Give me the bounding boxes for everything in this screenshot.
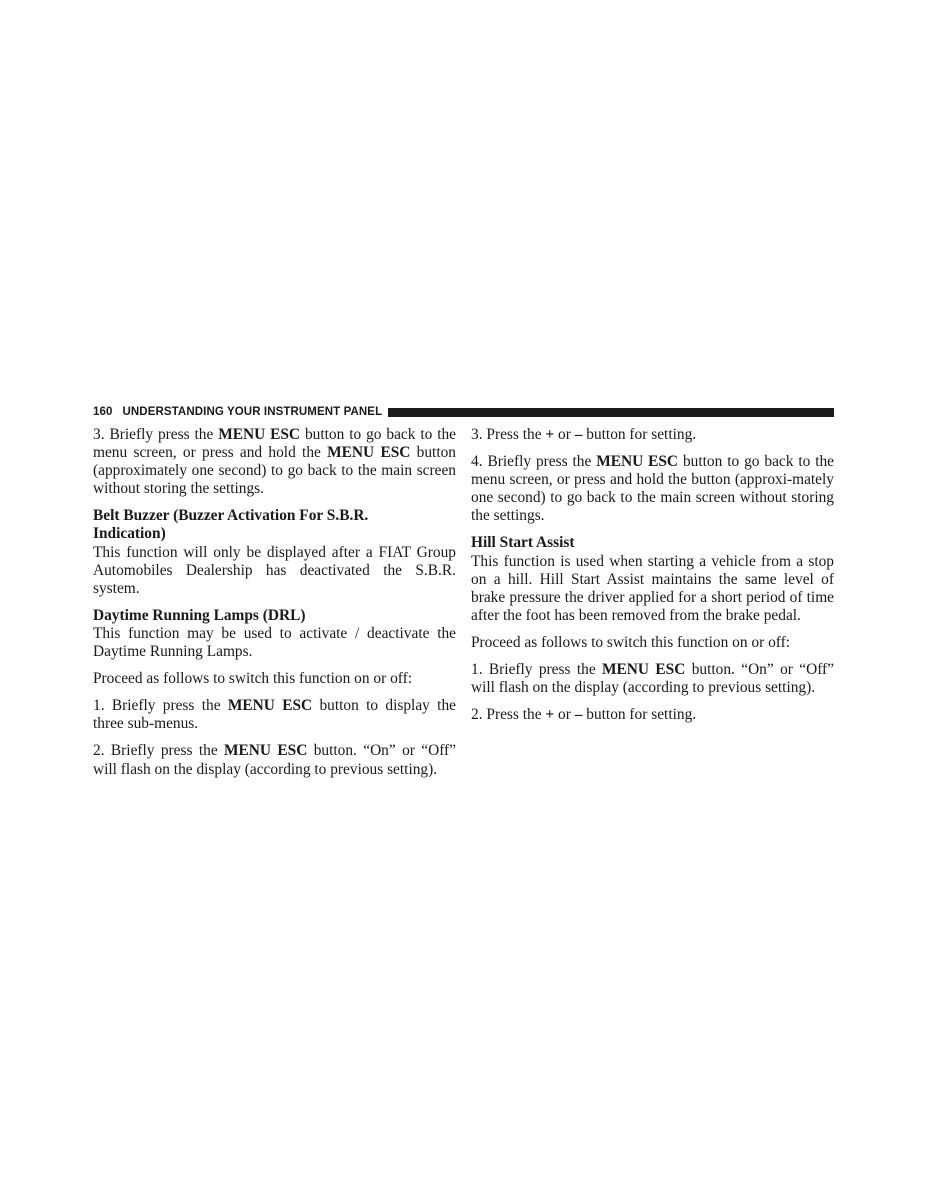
- header-rule: [388, 408, 834, 417]
- menu-esc-key: MENU ESC: [224, 742, 308, 760]
- section-title: UNDERSTANDING YOUR INSTRUMENT PANEL: [122, 406, 383, 418]
- belt-buzzer-body: This function will only be displayed after a FIAT Group Automobiles Dealership has deactivated the S.B.R. system.: [93, 543, 456, 597]
- left-proceed-text: Proceed as follows to switch this function on or off:: [93, 670, 413, 688]
- drl-heading: Daytime Running Lamps (DRL): [93, 606, 306, 624]
- page-number: 160: [93, 406, 113, 418]
- menu-esc-key: MENU ESC: [596, 453, 679, 471]
- minus-key: –: [574, 706, 583, 724]
- right-column: [471, 426, 834, 733]
- plus-key: +: [545, 706, 555, 724]
- left-step-3: 3. Briefly press the MENU ESC button to go back to the menu screen, or press and hold the MENU ESC button (approximately one second) to go back to the main screen without storing the settings.: [93, 426, 457, 498]
- plus-key: +: [545, 426, 555, 443]
- right-step-1: 1. Briefly press the MENU ESC button. “On” or “Off” will flash on the display (according to previous setting).: [471, 661, 834, 697]
- right-step-2: 2. Press the + or – button for setting.: [471, 706, 697, 724]
- hill-start-heading: Hill Start Assist: [471, 534, 575, 552]
- left-step-2: 2. Briefly press the MENU ESC button. “On” or “Off” will flash on the display (according to previous setting).: [93, 742, 456, 778]
- left-step-1: 1. Briefly press the MENU ESC button to display the three sub-menus.: [93, 697, 456, 733]
- menu-esc-key: MENU ESC: [227, 697, 313, 715]
- drl-body: This function may be used to activate / deactivate the Daytime Running Lamps.: [93, 624, 456, 661]
- menu-esc-key: MENU ESC: [327, 444, 411, 462]
- belt-buzzer-heading: Belt Buzzer (Buzzer Activation For S.B.R. Indication): [93, 507, 369, 543]
- minus-key: –: [574, 426, 583, 443]
- menu-esc-key: MENU ESC: [218, 426, 301, 443]
- menu-esc-key: MENU ESC: [602, 661, 686, 679]
- right-step-3: 3. Press the + or – button for setting.: [471, 426, 697, 443]
- left-column: [93, 426, 456, 788]
- right-proceed-text: Proceed as follows to switch this function on or off:: [471, 633, 791, 651]
- right-step-4: 4. Briefly press the MENU ESC button to go back to the menu screen, or press and hold the button (approxi-mately one second) to go back to the main screen without storing the settings.: [471, 453, 835, 525]
- page-header: [93, 405, 834, 419]
- hill-start-body: This function is used when starting a vehicle from a stop on a hill. Hill Start Assist maintains the same level of brake pressure the driver applied for a short period of time after the foot has been removed from the brake pedal.: [471, 552, 834, 624]
